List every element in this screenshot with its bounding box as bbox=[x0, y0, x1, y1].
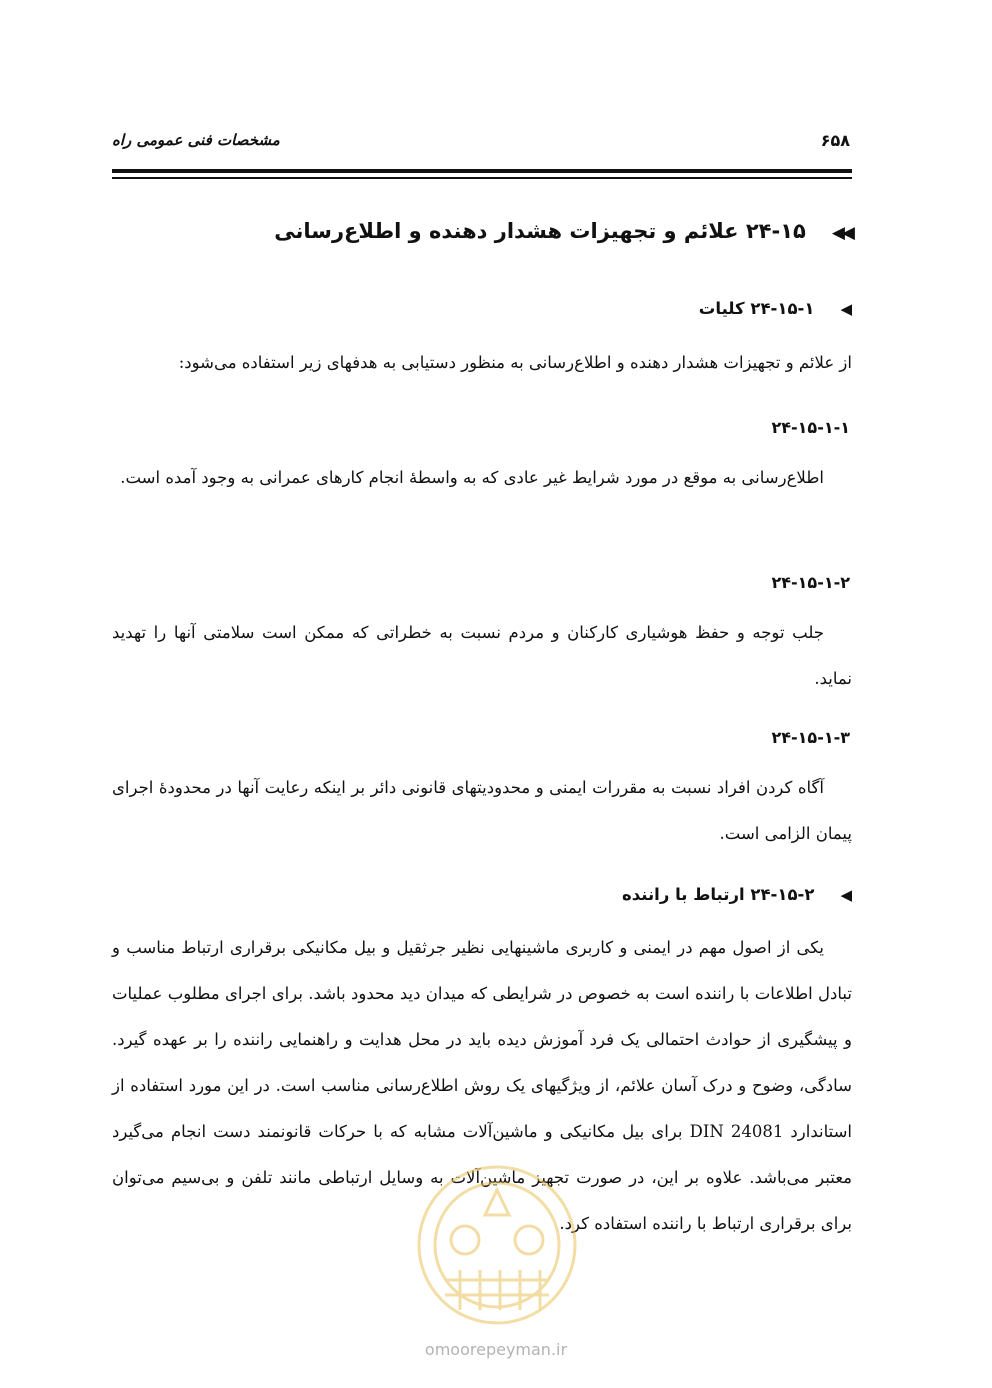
header-rule-thin bbox=[112, 177, 852, 179]
subsection-title: ۲۴-۱۵-۱ کلیات bbox=[698, 299, 815, 318]
section-title: ۲۴-۱۵ علائم و تجهیزات هشدار دهنده و اطلاع‌رسانی bbox=[274, 219, 806, 243]
item-paragraph: اطلاع‌رسانی به موقع در مورد شرایط غیر عادی که به واسطهٔ انجام کارهای عمرانی به وجود آمده است. bbox=[120, 468, 824, 487]
arrow-icon: ◀ bbox=[840, 300, 852, 318]
double-arrow-icon: ◀◀ bbox=[831, 223, 852, 243]
subsection-heading-driver bbox=[622, 885, 852, 904]
page-number: ۶۵۸ bbox=[820, 131, 850, 150]
arrow-icon: ◀ bbox=[840, 886, 852, 904]
watermark-url: omoorepeyman.ir bbox=[424, 1340, 568, 1359]
subsection-title: ۲۴-۱۵-۲ ارتباط با راننده bbox=[621, 885, 815, 904]
item-paragraph: جلب توجه و حفظ هوشیاری کارکنان و مردم نسبت به خطراتی که ممکن است سلامتی آنها را تهدید نماید. bbox=[112, 623, 852, 688]
header-rule-thick bbox=[112, 169, 852, 173]
item-number: ۲۴-۱۵-۱-۱ bbox=[771, 418, 850, 437]
section-heading bbox=[274, 219, 852, 243]
watermark-seal-icon bbox=[385, 1160, 609, 1330]
item-paragraph: آگاه کردن افراد نسبت به مقررات ایمنی و محدودیتهای قانونی دائر بر اینکه رعایت آنها در محدودهٔ اجرای پیمان الزامی است. bbox=[112, 778, 852, 843]
intro-paragraph: از علائم و تجهیزات هشدار دهنده و اطلاع‌رسانی به منظور دستیابی به هدفهای زیر استفاده می‌شود: bbox=[178, 353, 852, 372]
driver-communication-paragraph: یکی از اصول مهم در ایمنی و کاربری ماشینهایی نظیر جرثقیل و بیل مکانیکی برقراری ارتباط مناسب و تبادل اطلاعات با راننده است به خصوص در شرایطی که میدان دید محدود باشد. برای اجرای مطلوب عملیات و پیشگیری از حوادث احتمالی یک فرد آموزش دیده باید در محل هدایت و راهنمایی راننده را بر عهده گیرد. سادگی، وضوح و درک آسان علائم، از ویژگیهای یک روش اطلاع‌رسانی مناسب است. در این مورد استفاده از استاندارد DIN 24081 برای بیل مکانیکی و ماشین‌آلات مشابه که با حرکات قانونمند دست انجام می‌گیرد معتبر می‌باشد. علاوه بر این، در صورت تجهیز ماشین‌آلات به وسایل ارتباطی مانند تلفن و بی‌سیم می‌توان برای برقراری ارتباط با راننده استفاده کرد. bbox=[112, 938, 852, 1233]
item-number: ۲۴-۱۵-۱-۳ bbox=[771, 728, 850, 747]
subsection-heading-general bbox=[699, 299, 852, 318]
item-number: ۲۴-۱۵-۱-۲ bbox=[771, 573, 850, 592]
running-header-title: مشخصات فنی عمومی راه bbox=[112, 131, 280, 149]
